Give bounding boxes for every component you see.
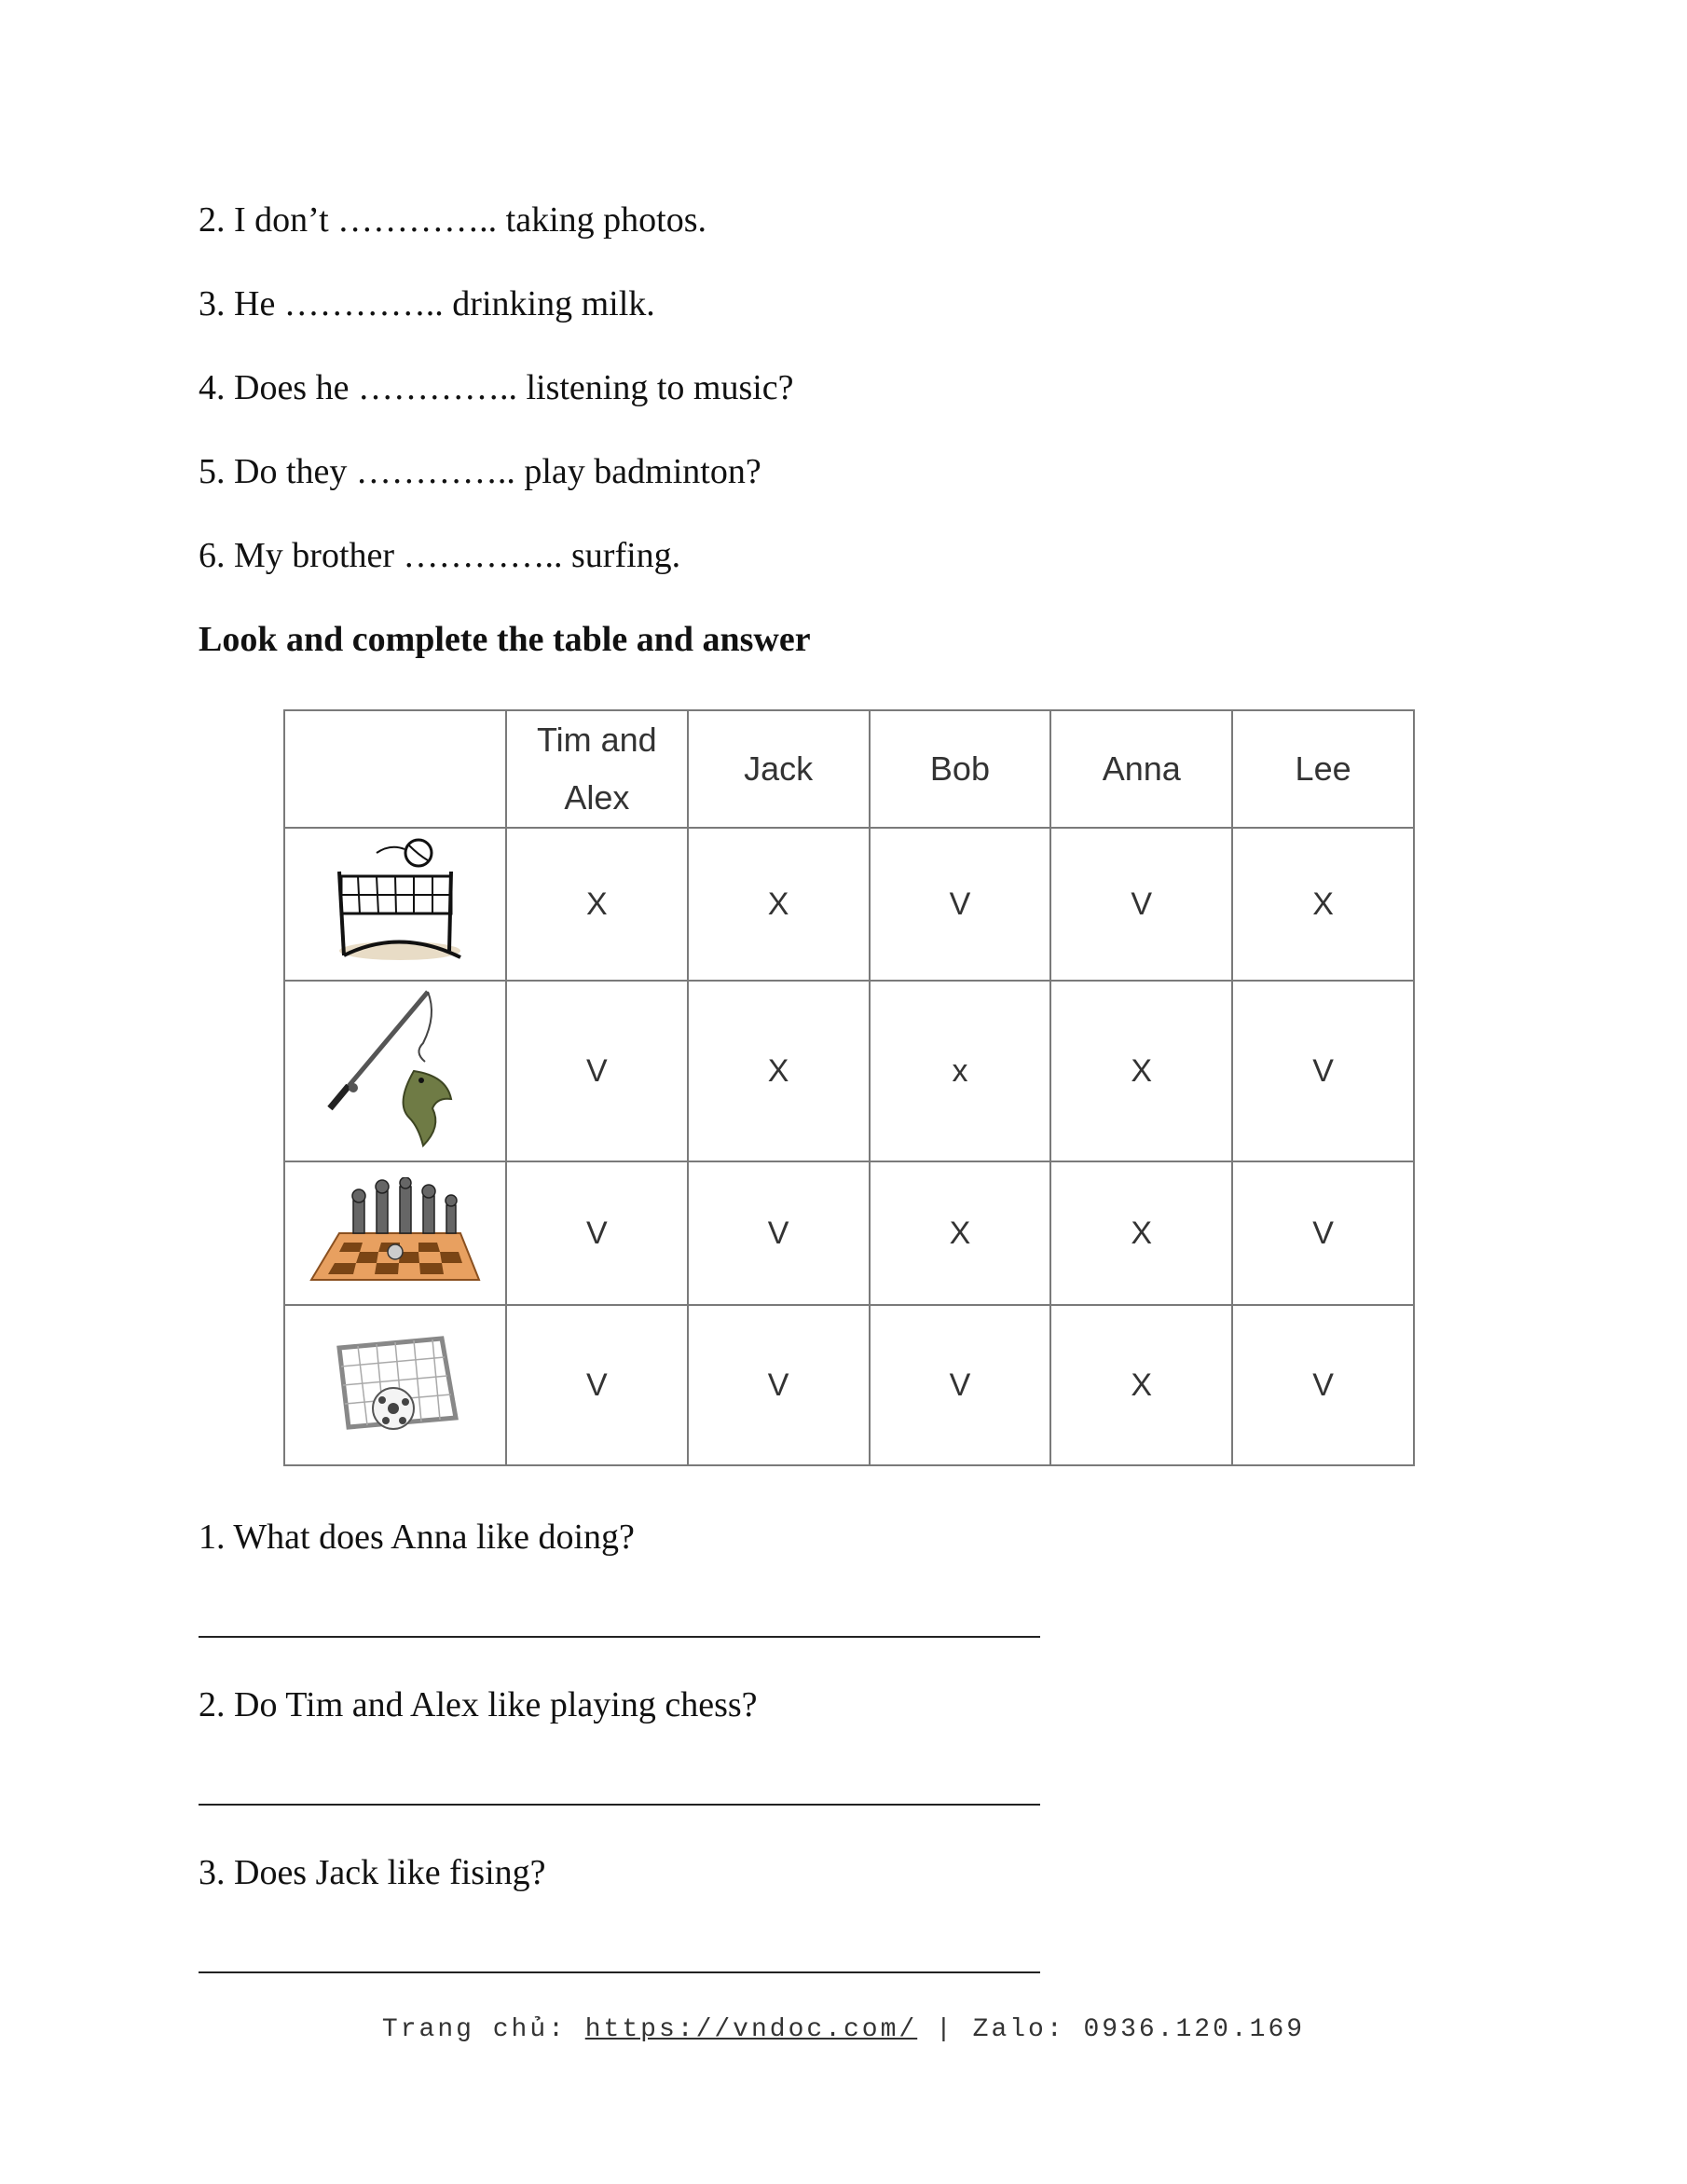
question-1: 1. What does Anna like doing?	[199, 1518, 635, 1557]
table-row	[284, 1305, 1414, 1465]
mark-cell: V	[506, 1161, 688, 1305]
mark-cell: X	[1050, 1161, 1232, 1305]
exercise-line-6: 6. My brother ………….. surfing.	[199, 536, 681, 575]
table-row	[284, 981, 1414, 1161]
question-2: 2. Do Tim and Alex like playing chess?	[199, 1685, 758, 1724]
header-anna: Anna	[1050, 710, 1232, 828]
exercise-line-4: 4. Does he ………….. listening to music?	[199, 368, 794, 407]
footer-label: Trang chủ:	[381, 2015, 567, 2044]
volleyball-net-icon	[284, 828, 506, 981]
fishing-rod-icon	[284, 981, 506, 1161]
table-row	[284, 828, 1414, 981]
exercise-line-5: 5. Do they ………….. play badminton?	[199, 452, 761, 491]
header-tim-and-alex: Tim and Alex	[506, 710, 688, 828]
mark-cell: V	[1232, 1305, 1414, 1465]
footer-separator: |	[936, 2015, 954, 2044]
table-header-row	[284, 710, 1414, 828]
header-lee: Lee	[1232, 710, 1414, 828]
exercise-line-3: 3. He ………….. drinking milk.	[199, 284, 655, 323]
footer	[0, 2015, 1687, 2044]
mark-cell: X	[688, 981, 870, 1161]
mark-cell: V	[870, 1305, 1051, 1465]
mark-cell: V	[506, 981, 688, 1161]
answer-line-1[interactable]	[199, 1636, 1040, 1638]
mark-cell: X	[1050, 1305, 1232, 1465]
mark-cell: V	[688, 1305, 870, 1465]
mark-cell: V	[1050, 828, 1232, 981]
mark-cell: X	[688, 828, 870, 981]
table-row	[284, 1161, 1414, 1305]
answer-line-3[interactable]	[199, 1971, 1040, 1973]
header-jack: Jack	[688, 710, 870, 828]
exercise-line-2: 2. I don’t ………….. taking photos.	[199, 200, 707, 240]
corner-cell	[284, 710, 506, 828]
question-3: 3. Does Jack like fising?	[199, 1853, 546, 1892]
mark-cell: x	[870, 981, 1051, 1161]
mark-cell: X	[506, 828, 688, 981]
mark-cell: V	[688, 1161, 870, 1305]
footer-zalo: Zalo: 0936.120.169	[972, 2015, 1306, 2044]
header-bob: Bob	[870, 710, 1051, 828]
mark-cell: X	[1232, 828, 1414, 981]
section-heading: Look and complete the table and answer	[199, 620, 811, 659]
mark-cell: V	[1232, 981, 1414, 1161]
footer-link[interactable]: https://vndoc.com/	[584, 2015, 918, 2044]
mark-cell: V	[1232, 1161, 1414, 1305]
chess-board-icon	[284, 1161, 506, 1305]
mark-cell: X	[870, 1161, 1051, 1305]
mark-cell: V	[870, 828, 1051, 981]
answer-line-2[interactable]	[199, 1804, 1040, 1806]
activity-table	[283, 709, 1415, 1466]
mark-cell: X	[1050, 981, 1232, 1161]
mark-cell: V	[506, 1305, 688, 1465]
football-goal-icon	[284, 1305, 506, 1465]
